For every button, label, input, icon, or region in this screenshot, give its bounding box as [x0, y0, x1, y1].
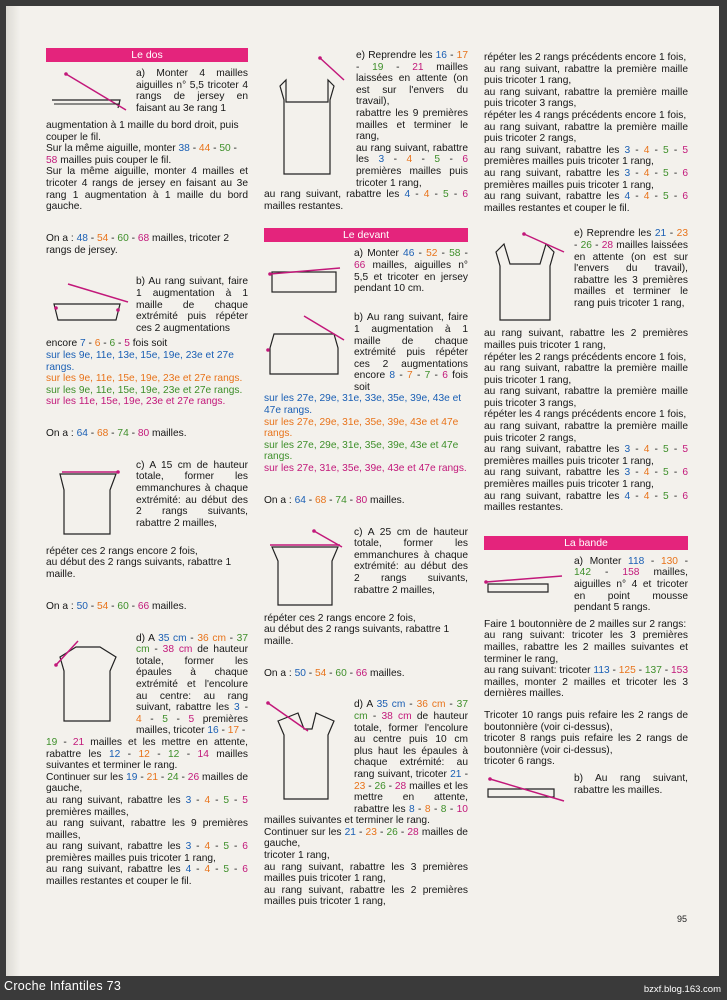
step-e-devant-text9: au rang suivant, rabattre les 3 - 4 - 5 - 6 premières mailles puis tricoter 1 rang,	[484, 467, 688, 491]
step-b-devant-text1: b) Au rang suivant, faire 1 augmentation à 1 maille de chaque extrémité puis répéter ces 2 augmentations encore 8 - 7 - 7 - 6 fois soit	[354, 312, 468, 393]
step-e-devant-text4: au rang suivant, rabattre la première maille puis tricoter 1 rang,	[484, 363, 688, 386]
diagram-d-devant	[264, 701, 348, 809]
step-a-dos	[46, 68, 248, 213]
step-d-dos-text7: au rang suivant, rabattre les 4 - 4 - 5 - 6 mailles restantes et couper le fil.	[46, 864, 248, 888]
cont-text2: au rang suivant, rabattre la première maille puis tricoter 1 rang,	[484, 63, 688, 87]
step-c-devant-text3: au début des 2 rangs suivants, rabattre 1 maille.	[264, 624, 450, 647]
step-d-devant-text2: Continuer sur les 21 - 23 - 26 - 28 mailles de gauche,	[264, 826, 468, 850]
devant-rows-size4: sur les 27e, 31e, 35e, 39e, 43e et 47e rangs.	[264, 463, 467, 475]
step-c-devant-text2: répéter ces 2 rangs encore 2 fois,	[264, 612, 416, 624]
diagram-e-dos	[264, 52, 350, 182]
rows-size2: sur les 9e, 11e, 15e, 19e, 23e et 27e rangs.	[46, 373, 243, 385]
rows-size1: sur les 9e, 11e, 13e, 15e, 19e, 23e et 27e rangs.	[46, 349, 234, 373]
diagram-d-dos	[46, 635, 130, 731]
step-e-dos-text1: e) Reprendre les 16 - 17 - 19 - 21 mailles laissées en attente (on est sur l'envers du travail),	[356, 50, 468, 108]
cont-text8: au rang suivant, rabattre les 4 - 4 - 5 - 6 mailles restantes et couper le fil.	[484, 191, 688, 214]
diagram-a-devant	[264, 250, 348, 300]
step-d-dos	[46, 633, 248, 888]
step-d-dos-text6: au rang suivant, rabattre les 3 - 4 - 5 - 6 premières mailles puis tricoter 1 rang,	[46, 841, 248, 864]
section-header-la-bande: La bande	[484, 536, 688, 550]
step-e-dos-text3: au rang suivant, rabattre les 3 - 4 - 5 - 6 premières mailles puis tricoter 1 rang,	[356, 142, 469, 189]
step-e-devant-text6: répéter les 4 rangs précédents encore 1 fois,	[484, 409, 687, 421]
diagram-e-devant	[484, 230, 568, 326]
cont-text1: répéter les 2 rangs précédents encore 1 fois,	[484, 52, 687, 63]
step-c-dos-text2: répéter ces 2 rangs encore 2 fois,	[46, 545, 198, 557]
step-e-devant-text8: au rang suivant, rabattre les 3 - 4 - 5 - 5 premières mailles puis tricoter 1 rang,	[484, 444, 688, 467]
diagram-c-dos	[46, 462, 130, 544]
rows-size3: sur les 9e, 11e, 15e, 19e, 23e et 27e rangs.	[46, 384, 243, 396]
cont-text7: au rang suivant, rabattre les 3 - 4 - 5 - 6 premières mailles puis tricoter 1 rang,	[484, 167, 688, 191]
step-e-devant-text3: répéter les 2 rangs précédents encore 1 fois,	[484, 351, 687, 363]
step-e-devant-text1: e) Reprendre les 21 - 23 - 26 - 28 mailles laissées en attente (on est sur l'envers du travail), rabattre les 3 premières mailles et terminer le rang puis tricoter 1 rang,	[574, 228, 688, 309]
step-b-dos-text2: encore 7 - 6 - 6 - 5 fois soit	[46, 338, 168, 350]
step-e-devant-text10: au rang suivant, rabattre les 4 - 4 - 5 - 6 mailles restantes.	[484, 490, 688, 514]
step-d-devant-text5: au rang suivant, rabattre les 2 premières mailles puis tricoter 1 rang,	[264, 884, 468, 908]
step-b-devant	[264, 312, 468, 474]
section-header-le-dos: Le dos	[46, 48, 248, 62]
step-a-dos-text3: Sur la même aiguille, monter 38 - 44 - 50 - 58 mailles puis couper le fil.	[46, 143, 237, 166]
rows-size4: sur les 11e, 15e, 19e, 23e et 27e rangs.	[46, 396, 226, 408]
step-e-devant	[484, 228, 688, 514]
diagram-a-bande	[484, 558, 568, 604]
devant-rows-size3: sur les 27e, 29e, 31e, 35e, 39e, 43e et 47e rangs.	[264, 439, 459, 463]
diagram-b-bande	[484, 775, 568, 809]
bande-text2: Faire 1 boutonnière de 2 mailles sur 2 rangs:	[484, 618, 687, 630]
on-a-dos-1: On a : 48 - 54 - 60 - 68 mailles, tricoter 2 rangs de jersey.	[46, 232, 229, 256]
on-a-dos-2: On a : 64 - 68 - 74 - 80 mailles.	[46, 428, 187, 440]
devant-continuation	[484, 52, 688, 214]
step-c-devant-text1: c) A 25 cm de hauteur totale, former les emmanchures à chaque extrémité: au début des 2 rangs suivants, rabattre 2 mailles,	[354, 526, 468, 596]
section-header-le-devant: Le devant	[264, 228, 468, 242]
diagram-c-devant	[264, 529, 348, 611]
cont-text4: répéter les 4 rangs précédents encore 1 fois,	[484, 109, 687, 121]
step-c-dos	[46, 460, 248, 581]
magazine-page	[6, 6, 719, 976]
step-c-dos-text1: c) A 15 cm de hauteur totale, former les emmanchures à chaque extrémité: au début des 2 rangs suivants, rabattre 2 mailles,	[136, 459, 248, 529]
bande-text4: au rang suivant: tricoter 113 - 125 - 137 - 153 mailles, monter 2 mailles et tricoter les 3 dernières mailles.	[484, 665, 688, 700]
step-e-devant-text2: au rang suivant, rabattre les 2 premières mailles puis tricoter 1 rang,	[484, 328, 688, 351]
on-a-devant-1: On a : 64 - 68 - 74 - 80 mailles.	[264, 494, 405, 506]
cont-text5: au rang suivant, rabattre la première maille puis tricoter 2 rangs,	[484, 121, 688, 145]
step-d-dos-text3: Continuer sur les 19 - 21 - 24 - 26 mailles de gauche,	[46, 771, 248, 795]
devant-rows-size1: sur les 27e, 29e, 31e, 33e, 35e, 39e, 43e et 47e rangs.	[264, 393, 462, 417]
diagram-b-dos	[46, 278, 130, 336]
step-b-dos	[46, 276, 248, 408]
on-a-devant-2: On a : 50 - 54 - 60 - 66 mailles.	[264, 667, 405, 679]
column-le-dos	[46, 48, 248, 888]
step-b-dos-text1: b) Au rang suivant, faire 1 augmentation à 1 maille de chaque extrémité puis répéter ces 2 augmentations	[136, 276, 248, 334]
blog-watermark: bzxf.blog.163.com	[643, 984, 721, 995]
step-d-dos-text4: au rang suivant, rabattre les 3 - 4 - 5 - 5 premières mailles,	[46, 794, 248, 818]
bande-text8: b) Au rang suivant, rabattre les mailles.	[574, 772, 688, 796]
column-le-devant	[264, 50, 468, 908]
column-right	[484, 52, 688, 811]
bande-text6: tricoter 8 rangs puis refaire les 2 rangs de boutonnière (voir ci-dessus),	[484, 733, 688, 756]
step-a-devant	[264, 248, 468, 302]
on-a-dos-3: On a : 50 - 54 - 60 - 66 mailles.	[46, 600, 187, 612]
step-d-devant-text1: d) A 35 cm - 36 cm - 37 cm - 38 cm de hauteur totale, former l'encolure au centre puis 10 cm plus haut les épaules à chaque extrémité: au rang suivant, tricoter 21 - 23 - 26 - 28 mailles et les mettre en attente, rabattre les 8 - 8 - 8 - 10 mailles suivantes et terminer le rang.	[264, 699, 468, 827]
step-d-dos-text2: 19 - 21 mailles et les mettre en attente, rabattre les 12 - 12 - 12 - 14 mailles suivantes et terminer le rang.	[46, 736, 248, 772]
step-a-dos-text4: Sur la même aiguille, monter 4 mailles et tricoter 4 rangs de jersey en faisant au 3e rang 1 augmentation à 1 maille du bord gauche.	[46, 166, 248, 213]
step-e-dos-text4: au rang suivant, rabattre les 4 - 4 - 5 - 6 mailles restantes.	[264, 189, 468, 212]
step-c-devant	[264, 527, 468, 648]
bande-text3: au rang suivant: tricoter les 3 premières mailles, rabattre les 2 mailles suivantes et terminer le rang,	[484, 630, 688, 665]
step-c-dos-text3: au début des 2 rangs suivants, rabattre 1 maille.	[46, 557, 232, 581]
step-e-dos-text2: rabattre les 9 premières mailles et terminer le rang,	[356, 107, 468, 143]
cont-text6: au rang suivant, rabattre les 3 - 4 - 5 - 5 premières mailles puis tricoter 1 rang,	[484, 144, 688, 168]
step-d-dos-text5: au rang suivant, rabattre les 9 premières mailles,	[46, 818, 248, 841]
step-d-devant-text4: au rang suivant, rabattre les 3 premières mailles puis tricoter 1 rang,	[264, 861, 468, 885]
step-a-bande	[484, 556, 688, 811]
step-d-devant-text3: tricoter 1 rang,	[264, 850, 330, 862]
devant-rows-size2: sur les 27e, 29e, 31e, 35e, 39e, 43e et 47e rangs.	[264, 416, 459, 440]
bande-text5: Tricoter 10 rangs puis refaire les 2 rangs de boutonnière (voir ci-dessus),	[484, 709, 688, 733]
diagram-a-dos	[46, 70, 130, 118]
page-gutter-shadow	[6, 6, 20, 976]
diagram-b-devant	[264, 314, 348, 384]
cont-text3: au rang suivant, rabattre la première maille puis tricoter 3 rangs,	[484, 86, 688, 110]
step-a-bande-text1: a) Monter 118 - 130 - 142 - 158 mailles, aiguilles n° 4 et tricoter en point mousse pendant 5 rangs.	[574, 555, 688, 614]
step-a-devant-text: a) Monter 46 - 52 - 58 - 66 mailles, aiguilles n° 5,5 et tricoter en jersey pendant 10 cm.	[354, 248, 468, 295]
step-e-devant-text7: au rang suivant, rabattre la première maille puis tricoter 2 rangs,	[484, 421, 688, 444]
step-e-dos	[264, 50, 468, 212]
step-e-devant-text5: au rang suivant, rabattre la première maille puis tricoter 3 rangs,	[484, 386, 688, 409]
magazine-footer-title: Croche Infantiles 73	[4, 979, 122, 993]
step-a-dos-text2: augmentation à 1 maille du bord droit, puis couper le fil.	[46, 120, 239, 143]
step-d-dos-text1: d) A 35 cm - 36 cm - 37 cm - 38 cm de hauteur totale, former les épaules à chaque extrémité et l'encolure au centre: au rang suivant, rabattre les 3 - 4 - 5 - 5 premières mailles, tricoter 16 - 17 -	[136, 632, 248, 737]
step-a-dos-text1: a) Monter 4 mailles aiguilles n° 5,5 tricoter 4 rangs de jersey en faisant au 3e rang 1	[136, 68, 248, 114]
step-d-devant	[264, 699, 468, 908]
page-number: 95	[677, 914, 688, 924]
bande-text7: tricoter 6 rangs.	[484, 756, 555, 768]
